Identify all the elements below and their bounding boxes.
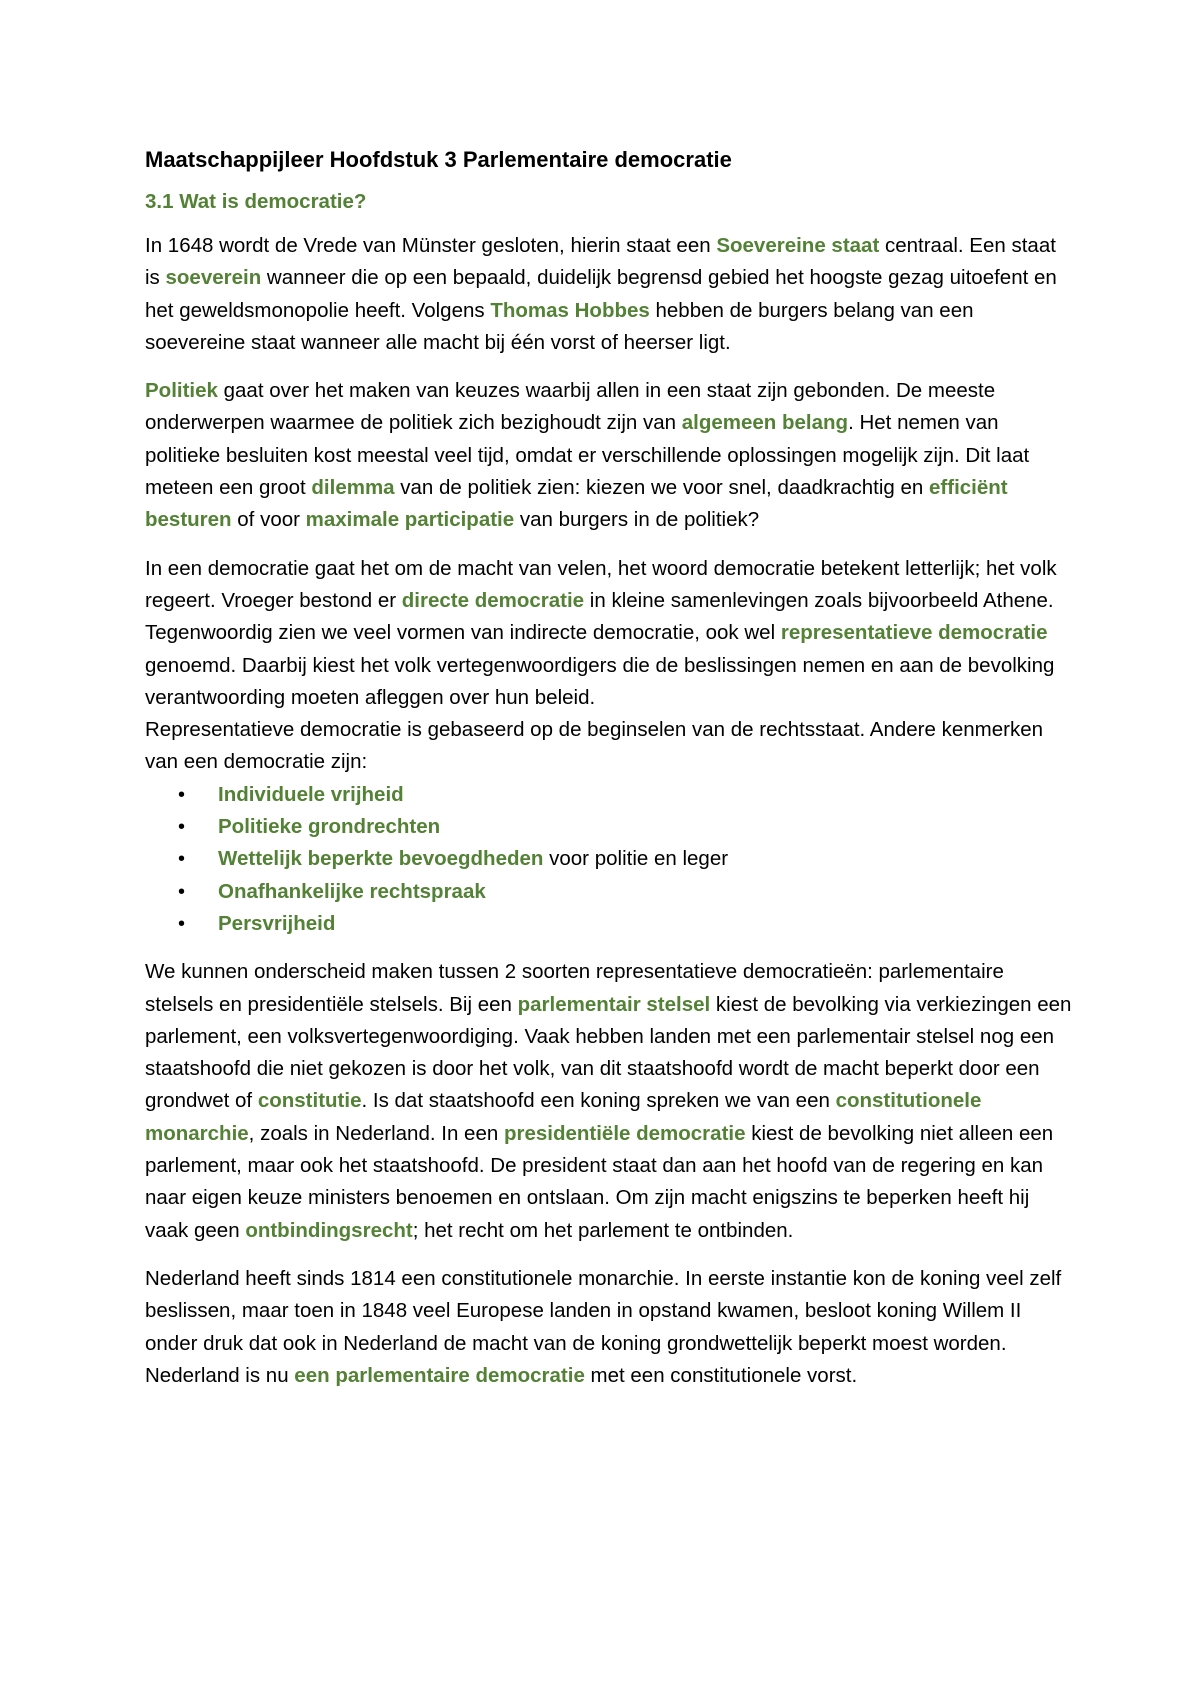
text-run: Nederland heeft sinds 1814 een constitutionele monarchie. In eerste instantie kon de koning veel zelf beslissen, maar toen in 1848 veel Europese landen in opstand kwamen, besloot koning Willem II onder druk dat ook in Nederland de macht van de koning grondwettelijk beperkt moest worden. Nederland is nu [145, 1266, 1062, 1387]
key-term: constitutionele monarchie [145, 1089, 982, 1145]
text-run: centraal. Een staat is [145, 234, 1056, 290]
key-term: directe democratie [401, 588, 585, 612]
text-run: kiest de bevolking via verkiezingen een parlement, een volksvertegenwoordiging. Vaak hebben landen met een parlementair stelsel nog een staatshoofd die niet gekozen is door het volk, van dit staatshoofd wordt de macht beperkt door een grondwet of [145, 992, 1072, 1113]
text-run: In een democratie gaat het om de macht van velen, het woord democratie betekent letterlijk; het volk regeert. Vroeger bestond er [145, 556, 1057, 612]
key-term: maximale participatie [305, 508, 515, 532]
document-title: Maatschappijleer Hoofdstuk 3 Parlementaire democratie [145, 147, 732, 172]
paragraph-sovereignty [145, 230, 1075, 359]
text-run: wanneer die op een bepaald, duidelijk begrensd gebied het hoogste gezag uitoefent en het geweldsmonopolie heeft. Volgens [145, 266, 1057, 322]
text-run: hebben de burgers belang van een soevereine staat wanneer alle macht bij één vorst of heerser ligt. [145, 298, 974, 354]
key-term: soeverein [165, 266, 262, 290]
bullet-icon: • [178, 848, 186, 871]
bullet-icon: • [178, 880, 186, 903]
key-term: constitutie [257, 1089, 362, 1113]
text-run: We kunnen onderscheid maken tussen 2 soorten representatieve democratieën: parlementaire stelsels en presidentiële stelsels. Bij een [145, 960, 1004, 1016]
text-run: met een constitutionele vorst. [584, 1363, 858, 1387]
text-run: In 1648 wordt de Vrede van Münster gesloten, hierin staat een [145, 234, 717, 257]
paragraph-systems [145, 956, 1075, 1247]
list-item [178, 843, 1075, 875]
paragraph-netherlands [145, 1263, 1075, 1392]
text-run: van de politiek zien: kiezen we voor snel, daadkrachtig en [394, 476, 930, 500]
key-term: Politieke grondrechten [218, 815, 441, 839]
characteristics-list [145, 779, 1075, 940]
key-term: parlementair stelsel [517, 992, 711, 1016]
text-run: in kleine samenlevingen zoals bijvoorbeeld Athene. Tegenwoordig zien we veel vormen van indirecte democratie, ook wel [145, 588, 1054, 645]
list-item [178, 779, 1075, 811]
bullet-icon: • [178, 816, 186, 839]
paragraph-democracy [145, 553, 1075, 714]
key-term: Thomas Hobbes [490, 298, 650, 322]
text-run: . Het nemen van politieke besluiten kost meestal veel tijd, omdat er verschillende oplossingen mogelijk zijn. Dit laat meteen een groot [145, 411, 1030, 500]
key-term: Politiek [145, 379, 218, 403]
paragraph-politics [145, 375, 1075, 536]
key-term: Individuele vrijheid [218, 782, 404, 806]
document-page [145, 144, 1075, 1408]
bullet-icon: • [178, 783, 186, 806]
text-run: gaat over het maken van keuzes waarbij allen in een staat zijn gebonden. De meeste onderwerpen waarmee de politiek zich bezighoudt zijn van [145, 379, 996, 435]
list-item [178, 908, 1075, 940]
key-term: een parlementaire democratie [294, 1363, 585, 1387]
key-term: dilemma [311, 476, 395, 500]
key-term: ontbindingsrecht [245, 1218, 413, 1242]
key-term: Persvrijheid [218, 911, 336, 935]
key-term: Wettelijk beperkte bevoegdheden [218, 847, 544, 871]
key-term: algemeen belang [681, 411, 849, 435]
text-run: ; het recht om het parlement te ontbinden. [412, 1218, 794, 1242]
text-run: voor politie en leger [543, 847, 729, 871]
text-run: van burgers in de politiek? [514, 508, 760, 532]
bullet-icon: • [178, 912, 186, 935]
paragraph-characteristics: Representatieve democratie is gebaseerd op de beginselen van de rechtsstaat. Andere kenmerken van een democratie zijn: [145, 718, 1044, 774]
key-term: presidentiële democratie [503, 1121, 746, 1145]
key-term: Onafhankelijke rechtspraak [218, 879, 486, 903]
text-run: kiest de bevolking niet alleen een parlement, maar ook het staatshoofd. De president staat dan aan het hoofd van de regering en kan naar eigen keuze ministers benoemen en ontslaan. Om zijn macht enigszins te beperken heeft hij vaak geen [145, 1121, 1054, 1242]
text-run: . Is dat staatshoofd een koning spreken we van een [361, 1089, 836, 1113]
section-heading: 3.1 Wat is democratie? [145, 190, 367, 213]
key-term: representatieve democratie [780, 621, 1048, 645]
text-run: genoemd. Daarbij kiest het volk vertegenwoordigers die de beslissingen nemen en aan de bevolking verantwoording moeten afleggen over hun beleid. [145, 653, 1055, 709]
text-run: , zoals in Nederland. In een [248, 1121, 504, 1145]
list-item [178, 876, 1075, 908]
key-term: Soevereine staat [716, 234, 880, 257]
list-item [178, 811, 1075, 843]
text-run: of voor [231, 508, 306, 532]
key-term: efficiënt besturen [145, 476, 1008, 532]
